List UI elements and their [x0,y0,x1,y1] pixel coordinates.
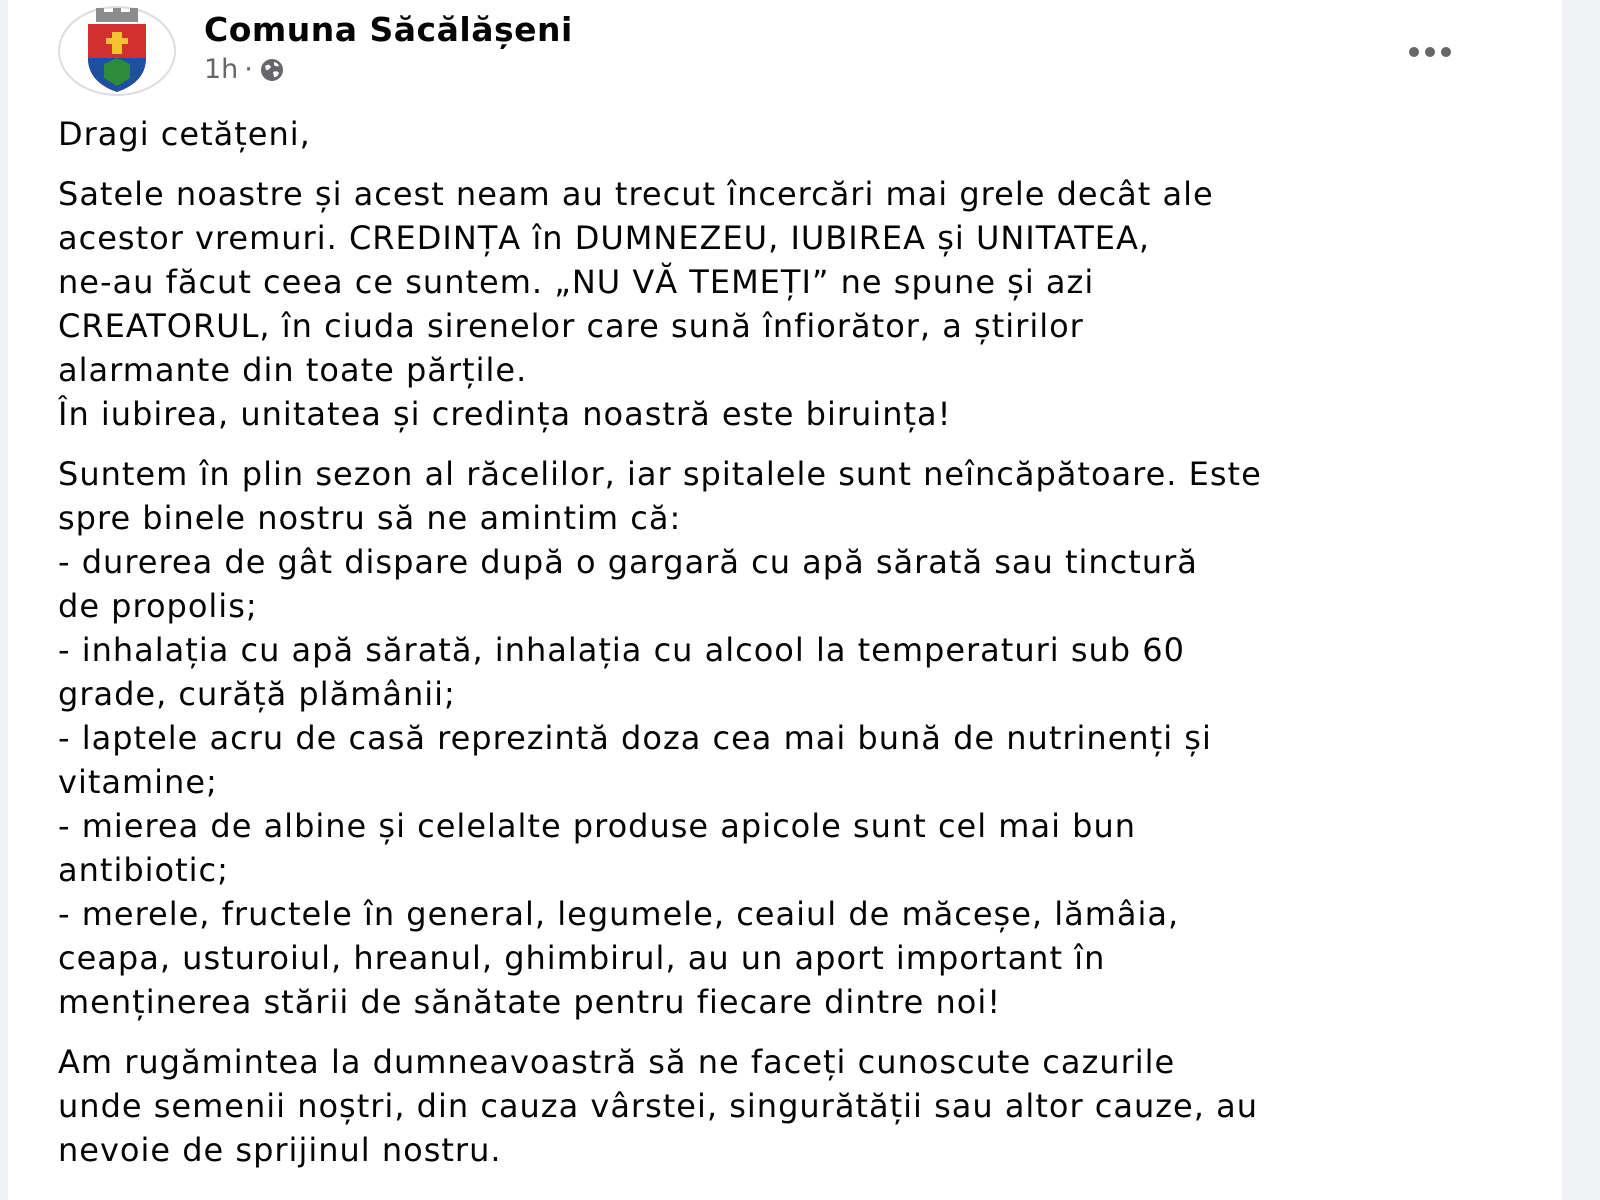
text-line: Suntem în plin sezon al răcelilor, iar spitalele sunt neîncăpătoare. Este [58,455,1262,493]
list-item: - durerea de gât dispare după o gargară cu apă sărată sau tinctură [58,543,1198,581]
text-line: ne-au făcut ceea ce suntem. „NU VĂ TEMEȚI” ne spune și azi [58,263,1095,301]
text-line: alarmante din toate părțile. [58,351,528,389]
more-options-icon-dot [1441,47,1451,57]
list-item: - inhalația cu apă sărată, inhalația cu alcool la temperaturi sub 60 [58,631,1185,669]
paragraph-request [58,1040,1518,1172]
globe-icon[interactable] [259,57,285,83]
paragraph-remedies [58,452,1518,1024]
separator-dot: · [244,54,253,85]
text-line: unde semenii noștri, din cauza vârstei, singurătății sau altor cauze, au [58,1087,1258,1125]
list-item-continuation: ceapa, usturoiul, hreanul, ghimbirul, au un aport important în [58,939,1106,977]
text-line: CREATORUL, în ciuda sirenelor care sună înfiorător, a știrilor [58,307,1084,345]
list-item-continuation: de propolis; [58,587,258,625]
text-line: Dragi cetățeni, [58,115,311,153]
paragraph-faith [58,172,1518,436]
post-timestamp[interactable]: 1h [204,54,239,85]
text-line: Satele noastre și acest neam au trecut încercări mai grele decât ale [58,175,1214,213]
page-avatar[interactable] [58,6,176,96]
more-options-button[interactable] [1398,30,1462,74]
post-header [58,6,1522,102]
list-item-continuation: menținerea stării de sănătate pentru fiecare dintre noi! [58,983,1002,1021]
list-item: - merele, fructele în general, legumele, ceaiul de măceșe, lămâia, [58,895,1180,933]
text-line: spre binele nostru să ne amintim că: [58,499,682,537]
coat-of-arms-icon [82,8,152,94]
post-body [58,112,1518,1188]
list-item-continuation: antibiotic; [58,851,229,889]
list-item: - laptele acru de casă reprezintă doza cea mai bună de nutrinenți și [58,719,1212,757]
text-line: Am rugămintea la dumneavoastră să ne faceți cunoscute cazurile [58,1043,1176,1081]
more-options-icon-dot [1425,47,1435,57]
post-meta [204,54,285,85]
more-options-icon [1409,47,1419,57]
page-name[interactable]: Comuna Săcălășeni [204,10,573,49]
list-item-continuation: grade, curăță plămânii; [58,675,456,713]
post-card [8,0,1562,1200]
paragraph-greeting [58,112,1518,156]
list-item: - mierea de albine și celelalte produse apicole sunt cel mai bun [58,807,1137,845]
list-item-continuation: vitamine; [58,763,218,801]
text-line: În iubirea, unitatea și credința noastră este biruința! [58,395,952,433]
text-line: nevoie de sprijinul nostru. [58,1131,502,1169]
text-line: acestor vremuri. CREDINȚA în DUMNEZEU, IUBIREA și UNITATEA, [58,219,1151,257]
